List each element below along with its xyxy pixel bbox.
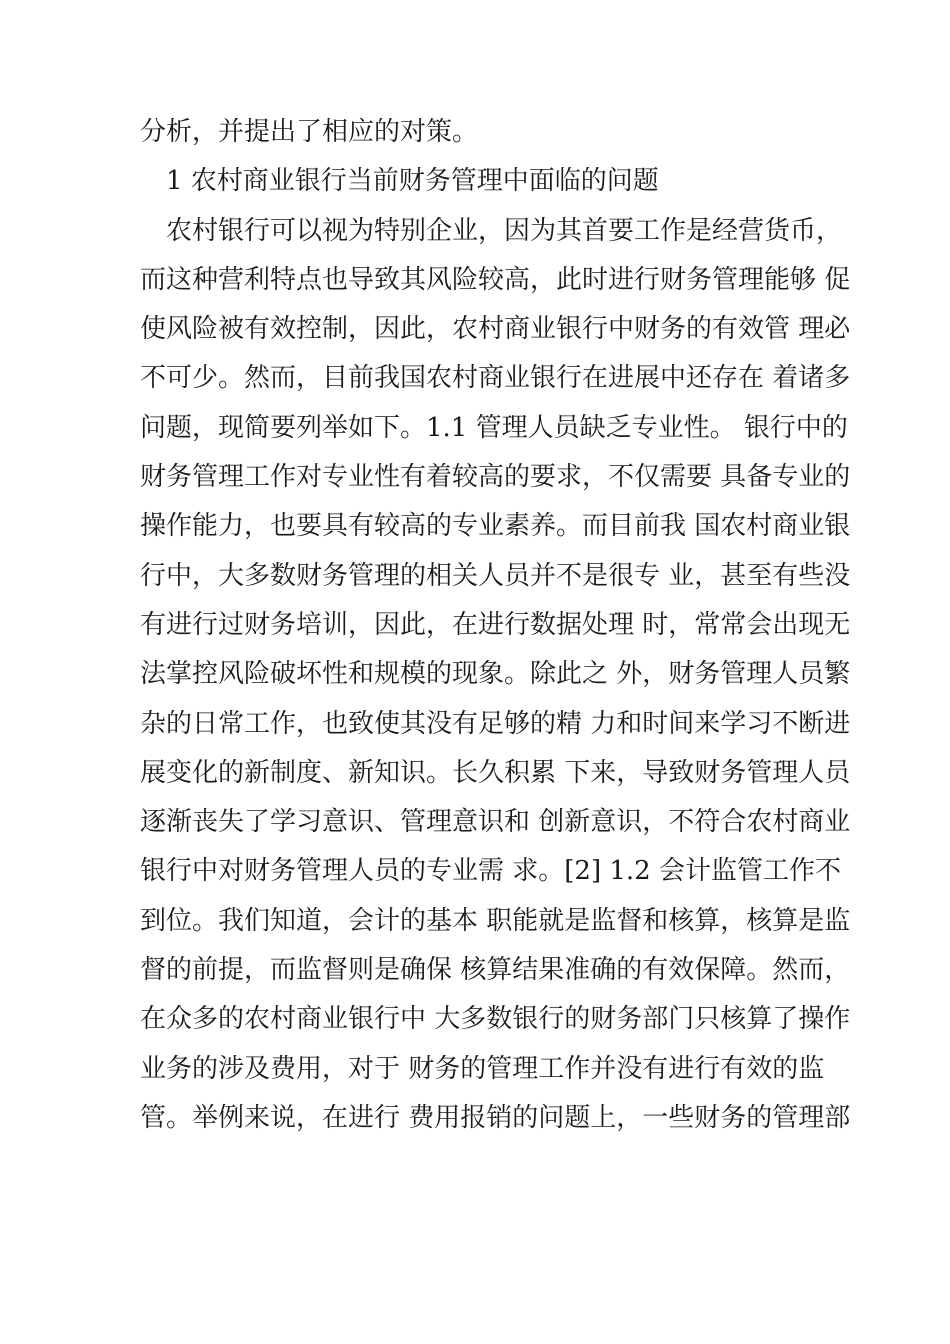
text-line: 在众多的农村商业银行中 大多数银行的财务部门只核算了操作 xyxy=(140,1004,851,1035)
body-text xyxy=(140,108,851,1143)
text-line: 银行中对财务管理人员的专业需 求。[2] 1.2 会计监管工作不 xyxy=(140,856,841,887)
text-line: 管。举例来说，在进行 费用报销的问题上，一些财务的管理部 xyxy=(140,1102,851,1133)
text-line: 到位。我们知道，会计的基本 职能就是监督和核算，核算是监 xyxy=(140,905,851,936)
text-line: 展变化的新制度、新知识。长久积累 下来，导致财务管理人员 xyxy=(140,757,851,788)
section-heading: 1 农村商业银行当前财务管理中面临的问题 xyxy=(166,166,659,197)
text-line: 业务的涉及费用，对于 财务的管理工作并没有进行有效的监 xyxy=(140,1053,825,1084)
text-line: 不可少。然而，目前我国农村商业银行在进展中还存在 着诸多 xyxy=(140,363,851,394)
text-line: 行中，大多数财务管理的相关人员并不是很专 业，甚至有些没 xyxy=(140,560,851,591)
text-line: 农村银行可以视为特别企业，因为其首要工作是经营货币， xyxy=(166,215,843,246)
text-line: 杂的日常工作，也致使其没有足够的精 力和时间来学习不断进 xyxy=(140,708,851,739)
text-line: 财务管理工作对专业性有着较高的要求，不仅需要 具备专业的 xyxy=(140,462,851,493)
text-line: 问题，现简要列举如下。1.1 管理人员缺乏专业性。 银行中的 xyxy=(140,412,848,443)
text-line: 法掌控风险破坏性和规模的现象。除此之 外，财务管理人员繁 xyxy=(140,659,851,690)
text-line: 而这种营利特点也导致其风险较高，此时进行财务管理能够 促 xyxy=(140,264,851,295)
text-line: 使风险被有效控制，因此，农村商业银行中财务的有效管 理必 xyxy=(140,314,851,345)
text-line: 分析，并提出了相应的对策。 xyxy=(140,117,479,147)
text-line: 操作能力，也要具有较高的专业素养。而目前我 国农村商业银 xyxy=(140,511,851,542)
text-line: 有进行过财务培训，因此，在进行数据处理 时，常常会出现无 xyxy=(140,609,851,640)
text-line: 逐渐丧失了学习意识、管理意识和 创新意识，不符合农村商业 xyxy=(140,807,851,838)
text-line: 督的前提，而监督则是确保 核算结果准确的有效保障。然而， xyxy=(140,955,851,986)
